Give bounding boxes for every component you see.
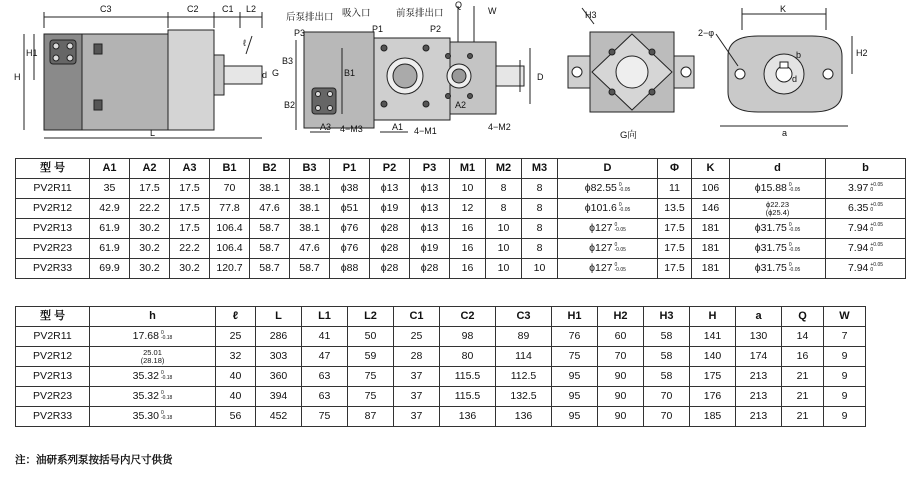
table-cell: 25 xyxy=(394,327,440,347)
table-cell: 360 xyxy=(256,367,302,387)
label-c2: C2 xyxy=(187,4,199,14)
table-cell: 16 xyxy=(450,219,486,239)
table-cell: 30.2 xyxy=(130,259,170,279)
label-b-end: b xyxy=(796,50,802,60)
column-header: B1 xyxy=(210,159,250,179)
column-header: K xyxy=(692,159,730,179)
column-header: H1 xyxy=(552,307,598,327)
label-k: K xyxy=(780,4,787,14)
table-cell: 14 xyxy=(782,327,824,347)
table-cell: 17.5 xyxy=(658,259,692,279)
table-cell: 175 xyxy=(690,367,736,387)
label-rear-outlet: 后泵排出口 xyxy=(286,12,334,23)
column-header: Q xyxy=(782,307,824,327)
table-cell: 7.94 +0.05 0 xyxy=(826,259,906,279)
table-cell: 7.94 +0.05 0 xyxy=(826,219,906,239)
tolerance: +0.05 0 xyxy=(870,222,884,234)
column-header: H xyxy=(690,307,736,327)
table-cell: 9 xyxy=(824,347,866,367)
table-cell: ϕ31.75 0 -0.05 xyxy=(730,219,826,239)
table-cell: ϕ76 xyxy=(330,239,370,259)
label-g: G xyxy=(272,68,280,78)
table-cell: ϕ127 0 -0.05 xyxy=(558,239,658,259)
table-cell: PV2R13 xyxy=(16,367,90,387)
table-cell: 11 xyxy=(658,179,692,199)
label-ell: ℓ xyxy=(243,38,246,48)
table-cell: 16 xyxy=(450,259,486,279)
table-cell: 75 xyxy=(302,407,348,427)
table-cell: 17.5 xyxy=(658,219,692,239)
column-header: A3 xyxy=(170,159,210,179)
table-cell: 38.1 xyxy=(250,179,290,199)
table-cell: ϕ28 xyxy=(370,259,410,279)
table-cell: 75 xyxy=(348,367,394,387)
table-cell: 30.2 xyxy=(130,239,170,259)
table-cell: 16 xyxy=(450,239,486,259)
table-cell: 17.5 xyxy=(130,179,170,199)
table-cell: 21 xyxy=(782,407,824,427)
column-header: L1 xyxy=(302,307,348,327)
table-cell: 106 xyxy=(692,179,730,199)
table-cell: 90 xyxy=(598,407,644,427)
tolerance: 0 -0.05 xyxy=(614,222,626,234)
table-row xyxy=(16,239,906,259)
label-a3: A3 xyxy=(320,122,332,132)
table-cell: 58.7 xyxy=(250,239,290,259)
table-cell: 140 xyxy=(690,347,736,367)
table-cell: 98 xyxy=(440,327,496,347)
table-cell: 181 xyxy=(692,219,730,239)
label-inlet: 吸入口 xyxy=(342,8,371,19)
table-cell: 38.1 xyxy=(290,179,330,199)
label-h1: H1 xyxy=(26,48,38,58)
table-cell: 17.5 xyxy=(170,199,210,219)
table-cell: 37 xyxy=(394,407,440,427)
label-2-phi: 2−φ xyxy=(698,28,715,38)
column-header: C1 xyxy=(394,307,440,327)
table-cell: 32 xyxy=(216,347,256,367)
table-cell: 35.32 0 -0.18 xyxy=(90,367,216,387)
column-header: d xyxy=(730,159,826,179)
table-cell: 61.9 xyxy=(90,239,130,259)
table-cell: 90 xyxy=(598,387,644,407)
table-cell: 9 xyxy=(824,407,866,427)
column-header: C3 xyxy=(496,307,552,327)
tolerance: 0 -0.05 xyxy=(614,262,626,274)
label-p2: P2 xyxy=(430,24,442,34)
column-header: H3 xyxy=(644,307,690,327)
label-h: H xyxy=(14,72,21,82)
table-cell: ϕ13 xyxy=(410,179,450,199)
table-cell: 174 xyxy=(736,347,782,367)
table-cell: 76 xyxy=(552,327,598,347)
tolerance: +0.05 0 xyxy=(870,182,884,194)
dimension-table-2 xyxy=(15,306,866,427)
table-row xyxy=(16,347,866,367)
label-front-outlet: 前泵排出口 xyxy=(396,8,444,19)
column-header: Φ xyxy=(658,159,692,179)
table-cell: 50 xyxy=(348,327,394,347)
table-cell: 87 xyxy=(348,407,394,427)
table-cell: 75 xyxy=(552,347,598,367)
table-cell: 9 xyxy=(824,387,866,407)
label-m1: 4−M1 xyxy=(414,126,437,136)
table-cell: 61.9 xyxy=(90,219,130,239)
label-a: a xyxy=(782,128,788,138)
table-cell: PV2R23 xyxy=(16,239,90,259)
table-cell: 37 xyxy=(394,387,440,407)
tolerance: 0 -0.18 xyxy=(160,390,173,402)
header-row xyxy=(16,307,866,327)
column-header: b xyxy=(826,159,906,179)
column-header: A2 xyxy=(130,159,170,179)
dimension-table-1 xyxy=(15,158,906,279)
table-cell: 185 xyxy=(690,407,736,427)
table-cell: 8 xyxy=(522,239,558,259)
table-cell: 8 xyxy=(486,179,522,199)
table-cell: 10 xyxy=(486,239,522,259)
table-cell: 28 xyxy=(394,347,440,367)
g-view-drawing xyxy=(568,8,694,112)
column-header: h xyxy=(90,307,216,327)
table-cell: 35 xyxy=(90,179,130,199)
table-cell: 30.2 xyxy=(170,259,210,279)
table-cell: 60 xyxy=(598,327,644,347)
table-cell: 21 xyxy=(782,367,824,387)
table-cell: 77.8 xyxy=(210,199,250,219)
table-cell: 136 xyxy=(496,407,552,427)
table-cell: 7.94 +0.05 0 xyxy=(826,239,906,259)
column-header: B3 xyxy=(290,159,330,179)
table-cell: 95 xyxy=(552,407,598,427)
table-cell: ϕ19 xyxy=(410,239,450,259)
label-c1: C1 xyxy=(222,4,234,14)
label-m2: 4−M2 xyxy=(488,122,511,132)
table-cell: 69.9 xyxy=(90,259,130,279)
table-cell: 17.5 xyxy=(658,239,692,259)
table-cell: 47.6 xyxy=(290,239,330,259)
table-row xyxy=(16,327,866,347)
table-cell: 181 xyxy=(692,239,730,259)
label-l: L xyxy=(150,128,156,138)
column-header: M2 xyxy=(486,159,522,179)
column-header: C2 xyxy=(440,307,496,327)
table-cell: 7 xyxy=(824,327,866,347)
table-cell: 141 xyxy=(690,327,736,347)
table-cell: 38.1 xyxy=(290,219,330,239)
tolerance: 0 -0.05 xyxy=(788,242,801,254)
column-header: M3 xyxy=(522,159,558,179)
label-p1: P1 xyxy=(372,24,384,34)
table-row xyxy=(16,219,906,239)
table-cell: 58 xyxy=(644,327,690,347)
table-cell: 95 xyxy=(552,367,598,387)
table-cell: 8 xyxy=(522,199,558,219)
table-row xyxy=(16,179,906,199)
table-cell: ϕ13 xyxy=(410,219,450,239)
table-cell: 132.5 xyxy=(496,387,552,407)
table-cell: 80 xyxy=(440,347,496,367)
table-cell: 58.7 xyxy=(290,259,330,279)
column-header: L2 xyxy=(348,307,394,327)
table-cell: 303 xyxy=(256,347,302,367)
table-cell: 10 xyxy=(486,259,522,279)
label-a1: A1 xyxy=(392,122,404,132)
table-cell: 37 xyxy=(394,367,440,387)
table-cell: 176 xyxy=(690,387,736,407)
table-cell: 75 xyxy=(348,387,394,407)
table-cell: 106.4 xyxy=(210,239,250,259)
table-cell: 59 xyxy=(348,347,394,367)
table-cell: 213 xyxy=(736,407,782,427)
table-cell: 42.9 xyxy=(90,199,130,219)
table-cell: 10 xyxy=(486,219,522,239)
table-cell: 56 xyxy=(216,407,256,427)
label-d-side: d xyxy=(262,70,268,80)
table-cell: ϕ15.88 0 -0.05 xyxy=(730,179,826,199)
table-cell: 95 xyxy=(552,387,598,407)
table-cell: 112.5 xyxy=(496,367,552,387)
footnote: 注：油研系列泵按括号内尺寸供货 xyxy=(15,454,173,466)
label-m3: 4−M3 xyxy=(340,124,363,134)
label-d-front: D xyxy=(537,72,544,82)
table-cell: 25 xyxy=(216,327,256,347)
table-cell: ϕ76 xyxy=(330,219,370,239)
table-cell: 394 xyxy=(256,387,302,407)
table-row xyxy=(16,387,866,407)
end-view-drawing xyxy=(716,8,852,126)
table-cell: ϕ101.6 0 -0.05 xyxy=(558,199,658,219)
table-row xyxy=(16,199,906,219)
column-header: P2 xyxy=(370,159,410,179)
table-cell: 8 xyxy=(522,219,558,239)
label-w: W xyxy=(488,6,497,16)
table-cell: ϕ38 xyxy=(330,179,370,199)
table-cell: 10 xyxy=(522,259,558,279)
tolerance: 0 -0.05 xyxy=(788,182,801,194)
table-cell: PV2R33 xyxy=(16,259,90,279)
label-h2: H2 xyxy=(856,48,868,58)
table-cell: 17.68 0 -0.18 xyxy=(90,327,216,347)
table-cell: PV2R11 xyxy=(16,327,90,347)
tolerance: 0 -0.05 xyxy=(788,222,801,234)
table-cell: ϕ28 xyxy=(410,259,450,279)
table-cell: 47 xyxy=(302,347,348,367)
table-cell: 181 xyxy=(692,259,730,279)
column-header: M1 xyxy=(450,159,486,179)
table-cell: 58.7 xyxy=(250,219,290,239)
table-cell: PV2R11 xyxy=(16,179,90,199)
table-cell: 8 xyxy=(486,199,522,219)
table-cell: 12 xyxy=(450,199,486,219)
table-cell: ϕ127 0 -0.05 xyxy=(558,219,658,239)
column-header: L xyxy=(256,307,302,327)
table-cell: 63 xyxy=(302,387,348,407)
table-cell: 70 xyxy=(644,387,690,407)
table-cell: 120.7 xyxy=(210,259,250,279)
table-cell: ϕ13 xyxy=(410,199,450,219)
table-cell: 213 xyxy=(736,367,782,387)
table-row xyxy=(16,367,866,387)
table-cell: 41 xyxy=(302,327,348,347)
label-c3: C3 xyxy=(100,4,112,14)
table-cell: 3.97 +0.05 0 xyxy=(826,179,906,199)
table-cell: 70 xyxy=(598,347,644,367)
tolerance: 0 -0.18 xyxy=(160,410,173,422)
tolerance: 0 -0.18 xyxy=(160,330,173,342)
tolerance: +0.05 0 xyxy=(870,202,884,214)
table-cell: 213 xyxy=(736,387,782,407)
table-cell: PV2R13 xyxy=(16,219,90,239)
tolerance: 0 -0.05 xyxy=(788,262,801,274)
table-cell: 22.2 xyxy=(170,239,210,259)
tolerance: 0 -0.18 xyxy=(160,370,173,382)
table-cell: 90 xyxy=(598,367,644,387)
table-cell: ϕ88 xyxy=(330,259,370,279)
table-cell: 25.01 (28.18) xyxy=(90,347,216,367)
table-cell: 63 xyxy=(302,367,348,387)
table-cell: 16 xyxy=(782,347,824,367)
table-cell: ϕ51 xyxy=(330,199,370,219)
table-cell: 70 xyxy=(644,407,690,427)
table-cell: 70 xyxy=(210,179,250,199)
table-cell: PV2R23 xyxy=(16,387,90,407)
column-header: 型 号 xyxy=(16,307,90,327)
label-b1: B1 xyxy=(344,68,356,78)
table-cell: 9 xyxy=(824,367,866,387)
table-cell: ϕ28 xyxy=(370,219,410,239)
column-header: W xyxy=(824,307,866,327)
table-cell: ϕ82.55 0 -0.05 xyxy=(558,179,658,199)
label-g-view: G向 xyxy=(620,130,637,141)
table-cell: 452 xyxy=(256,407,302,427)
table-cell: 21 xyxy=(782,387,824,407)
column-header: H2 xyxy=(598,307,644,327)
table-cell: 35.32 0 -0.18 xyxy=(90,387,216,407)
table-cell: 130 xyxy=(736,327,782,347)
table-cell: 40 xyxy=(216,367,256,387)
table-cell: 106.4 xyxy=(210,219,250,239)
table-cell: 58.7 xyxy=(250,259,290,279)
column-header: a xyxy=(736,307,782,327)
table-cell: ϕ22.23 (ϕ25.4) xyxy=(730,199,826,219)
label-a2: A2 xyxy=(455,100,467,110)
table-cell: 35.30 0 -0.18 xyxy=(90,407,216,427)
table-cell: 146 xyxy=(692,199,730,219)
table-cell: ϕ28 xyxy=(370,239,410,259)
tolerance: +0.05 0 xyxy=(870,242,884,254)
table-cell: 286 xyxy=(256,327,302,347)
table-cell: 40 xyxy=(216,387,256,407)
label-b3: B3 xyxy=(282,56,294,66)
table-cell: PV2R33 xyxy=(16,407,90,427)
column-header: B2 xyxy=(250,159,290,179)
table-cell: 115.5 xyxy=(440,367,496,387)
column-header: D xyxy=(558,159,658,179)
column-header: P3 xyxy=(410,159,450,179)
label-d-end: d xyxy=(792,74,798,84)
table-cell: 13.5 xyxy=(658,199,692,219)
table-cell: 22.2 xyxy=(130,199,170,219)
tolerance: +0.05 0 xyxy=(870,262,884,274)
table-cell: ϕ19 xyxy=(370,199,410,219)
tolerance: 0 -0.05 xyxy=(614,242,626,254)
pump-dimension-drawings xyxy=(0,0,879,150)
column-header: A1 xyxy=(90,159,130,179)
table-cell: 17.5 xyxy=(170,219,210,239)
column-header: P1 xyxy=(330,159,370,179)
table-cell: PV2R12 xyxy=(16,347,90,367)
tolerance: 0 -0.05 xyxy=(618,182,631,194)
table-cell: 58 xyxy=(644,367,690,387)
label-q: Q xyxy=(455,0,463,10)
table-cell: 17.5 xyxy=(170,179,210,199)
table-cell: 58 xyxy=(644,347,690,367)
table-row xyxy=(16,259,906,279)
table-cell: ϕ31.75 0 -0.05 xyxy=(730,259,826,279)
label-h3: H3 xyxy=(585,10,597,20)
header-row xyxy=(16,159,906,179)
table-cell: 136 xyxy=(440,407,496,427)
side-view-drawing xyxy=(24,12,262,138)
table-cell: 30.2 xyxy=(130,219,170,239)
column-header: ℓ xyxy=(216,307,256,327)
table-cell: 6.35 +0.05 0 xyxy=(826,199,906,219)
table-cell: ϕ13 xyxy=(370,179,410,199)
table-cell: 38.1 xyxy=(290,199,330,219)
column-header: 型 号 xyxy=(16,159,90,179)
table-cell: PV2R12 xyxy=(16,199,90,219)
label-p3: P3 xyxy=(294,28,306,38)
table-cell: 114 xyxy=(496,347,552,367)
table-row xyxy=(16,407,866,427)
table-cell: 10 xyxy=(450,179,486,199)
tolerance: 0 -0.05 xyxy=(618,202,631,214)
table-cell: ϕ31.75 0 -0.05 xyxy=(730,239,826,259)
table-cell: 47.6 xyxy=(250,199,290,219)
table-cell: 8 xyxy=(522,179,558,199)
label-b2: B2 xyxy=(284,100,296,110)
table-cell: 89 xyxy=(496,327,552,347)
table-cell: ϕ127 0 -0.05 xyxy=(558,259,658,279)
table-cell: 115.5 xyxy=(440,387,496,407)
label-l2: L2 xyxy=(246,4,257,14)
front-view-drawing xyxy=(296,6,530,132)
